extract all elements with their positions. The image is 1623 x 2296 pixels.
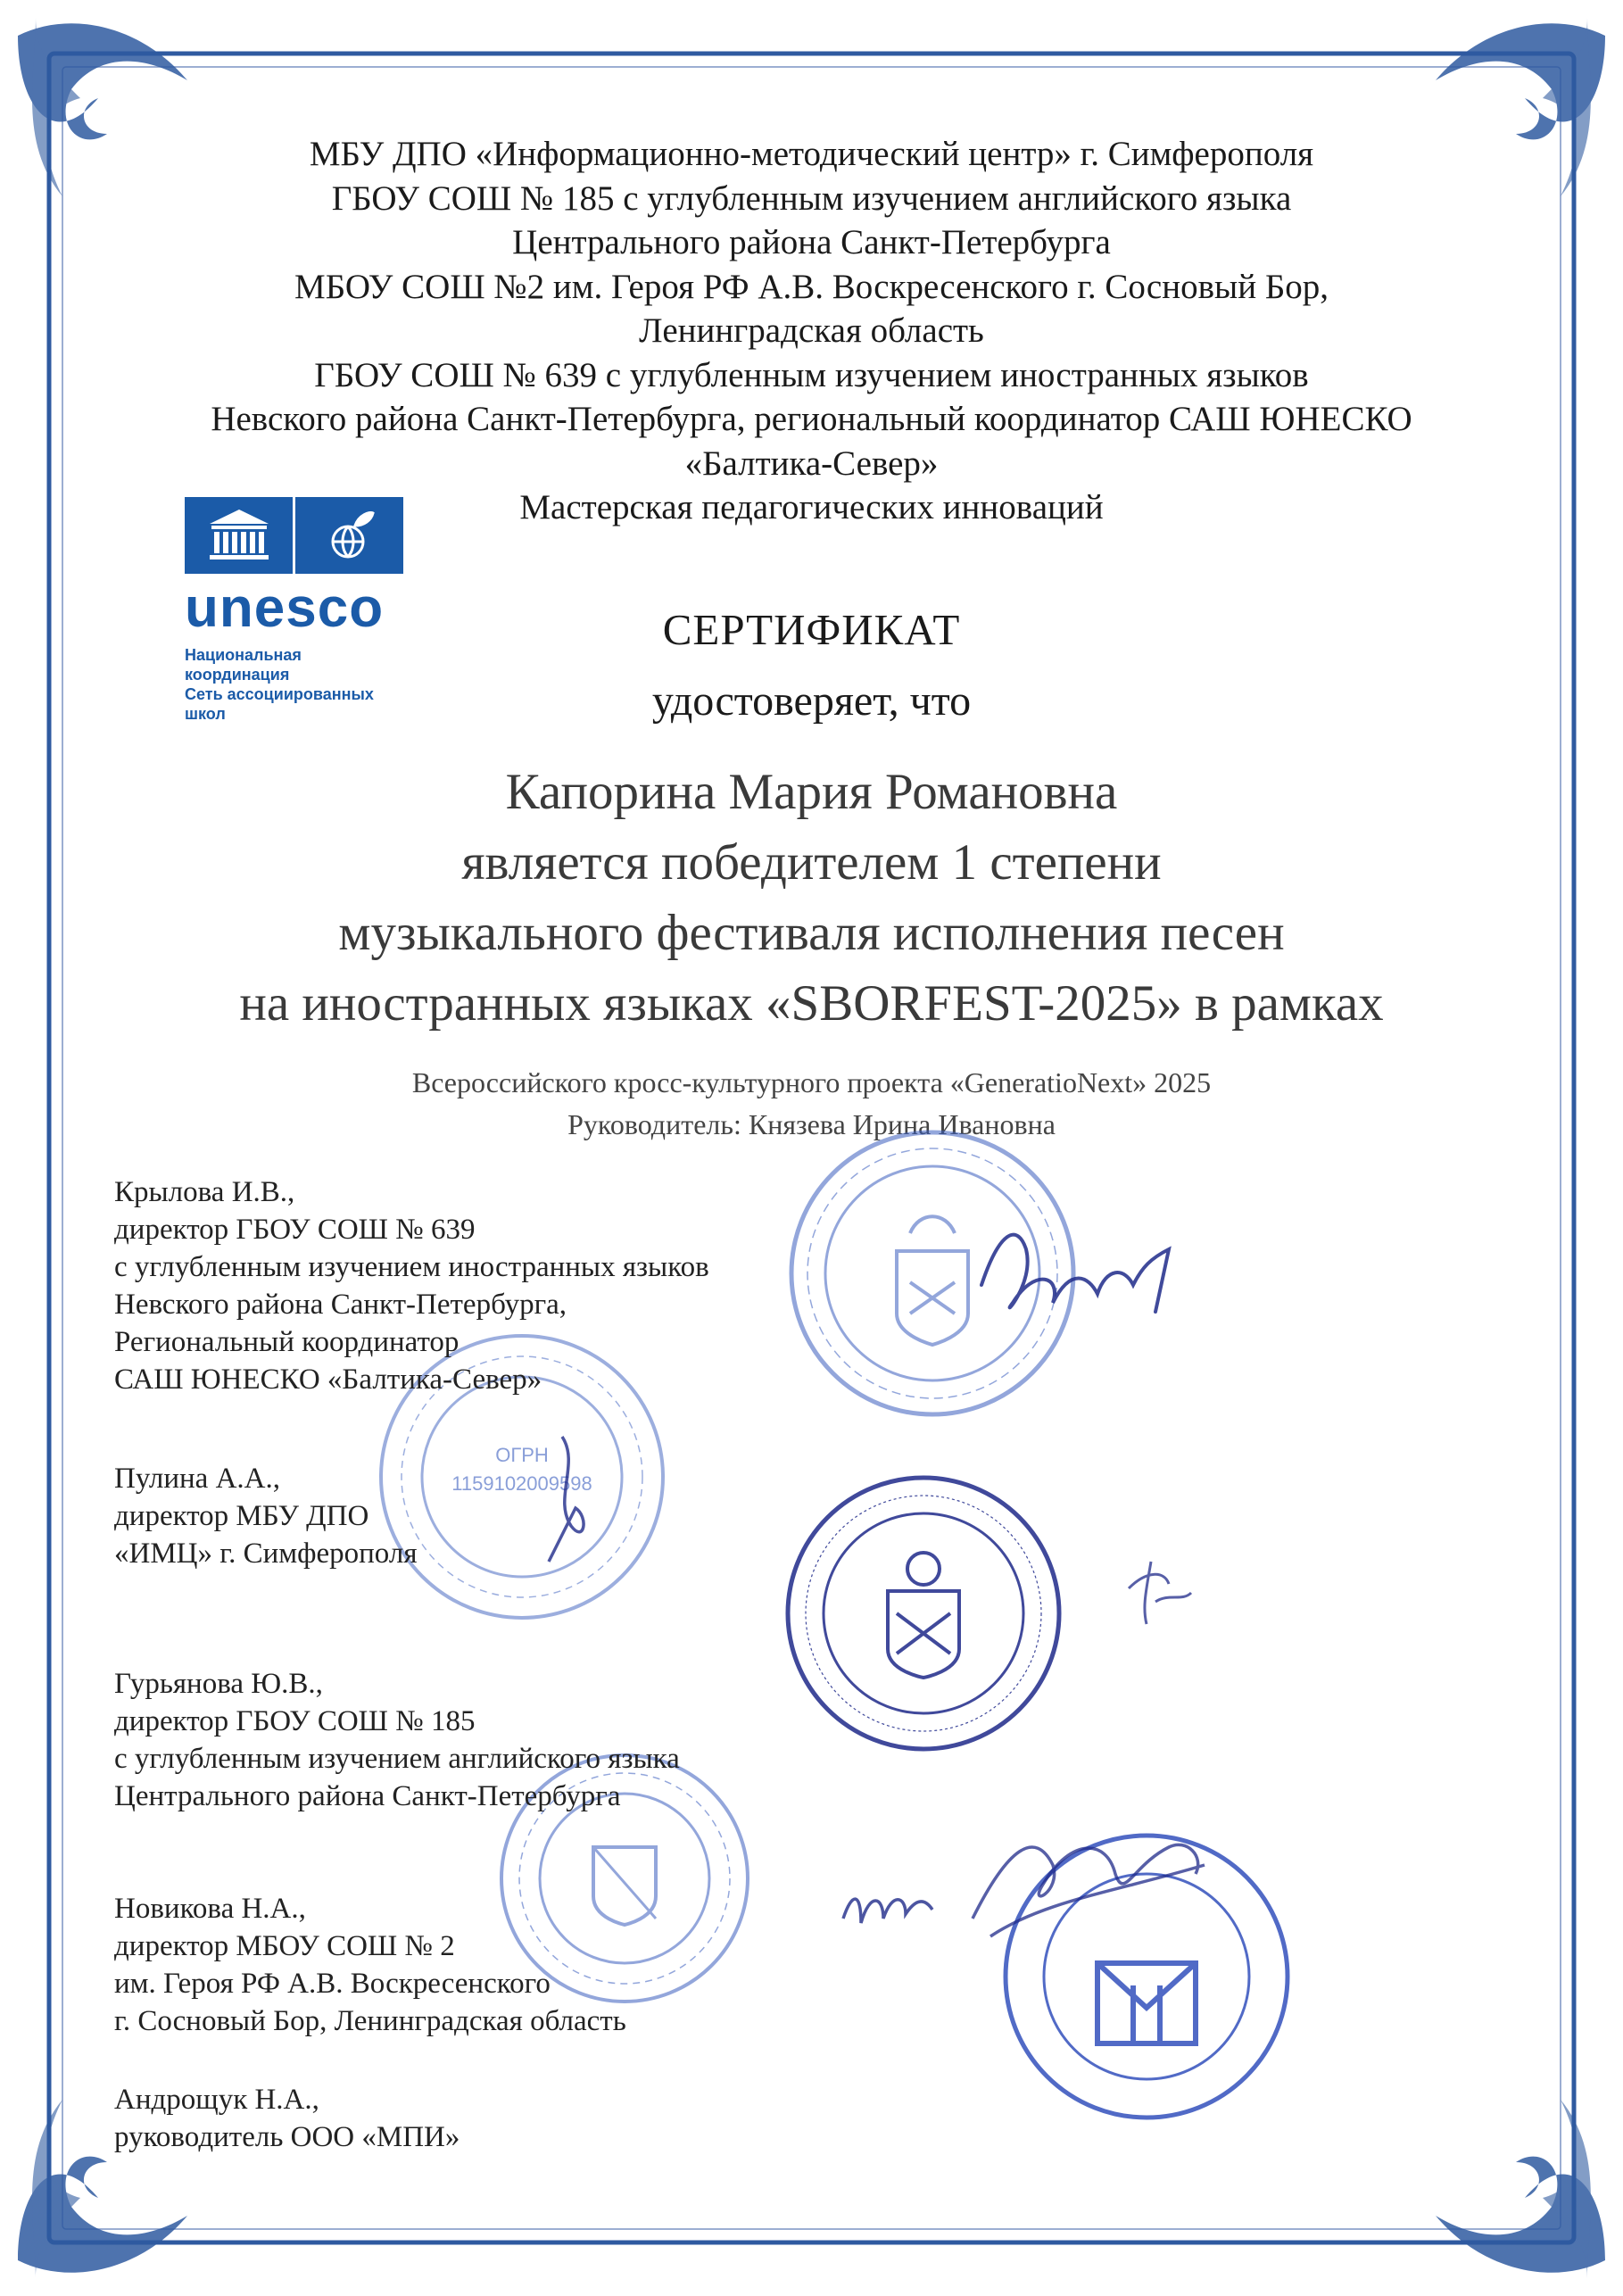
project-line: Всероссийского кросс-культурного проекта «GeneratioNext» 2025 [411, 1066, 1212, 1098]
signature-novikova [834, 1874, 941, 1945]
official-stamp-185 [781, 1471, 1066, 1756]
certificate-subtitle: удостоверяет, что [651, 677, 972, 725]
award-line: музыкального фестиваля исполнения песен [338, 905, 1285, 961]
header-line: Невского района Санкт-Петербурга, региональный координатор САШ ЮНЕСКО [211, 400, 1412, 438]
signature-androshchuk [955, 1811, 1222, 1954]
header-line: МБОУ СОШ №2 им. Героя РФ А.В. Воскресенского г. Сосновый Бор, [294, 267, 1329, 306]
unesco-wordmark: unesco [185, 577, 385, 639]
header-line: ГБОУ СОШ № 185 с углубленным изучением английского языка [331, 178, 1292, 218]
award-line: является победителем 1 степени [461, 834, 1162, 891]
svg-text:1159102009598: 1159102009598 [451, 1472, 592, 1495]
header-line: Ленинградская область [639, 311, 984, 350]
certificate-title: СЕРТИФИКАТ [662, 605, 961, 654]
signature-guryanova [1120, 1553, 1200, 1633]
unesco-emblem [185, 497, 403, 574]
signature-krylova [964, 1214, 1196, 1347]
header-organizations [116, 132, 1507, 530]
temple-icon [185, 497, 293, 574]
header-line: «Балтика-Север» [684, 443, 939, 483]
header-line: МБУ ДПО «Информационно-методический центр» г. Симферополя [309, 135, 1314, 173]
signatory-pulina: Пулина А.А., директор МБУ ДПО «ИМЦ» г. Симферополя [114, 1463, 418, 1570]
signatory-novikova: Новикова Н.А., директор МБОУ СОШ № 2 им. Героя РФ А.В. Воскресенского г. Сосновый Бор, Ленинградская область [114, 1893, 626, 2037]
certificate-main-text [80, 757, 1543, 1039]
header-line: Центрального района Санкт-Петербурга [512, 223, 1111, 261]
svg-text:ОГРН: ОГРН [495, 1444, 549, 1466]
award-line: на иностранных языках «SBORFEST-2025» в рамках [239, 975, 1384, 1032]
signatory-guryanova: Гурьянова Ю.В., директор ГБОУ СОШ № 185 с углубленным изучением английского языка Центрального района Санкт-Петербурга [114, 1668, 680, 1812]
signatory-androshchuk: Андрощук Н.А., руководитель ООО «МПИ» [114, 2084, 460, 2153]
signatory-krylova: Крылова И.В., директор ГБОУ СОШ № 639 с углубленным изучением иностранных языков Невского района Санкт-Петербурга, Региональный координатор САШ ЮНЕСКО «Балтика-Север» [114, 1176, 709, 1396]
globe-leaf-icon [295, 497, 403, 574]
signature-pulina [535, 1428, 607, 1571]
project-leader: Руководитель: Князева Ирина Ивановна [567, 1108, 1056, 1140]
header-line: Мастерская педагогических инноваций [519, 488, 1104, 526]
header-line: ГБОУ СОШ № 639 с углубленным изучением иностранных языков [314, 355, 1309, 394]
recipient-name: Капорина Мария Романовна [505, 764, 1118, 820]
unesco-subtitle: Национальная координация Сеть ассоциированных школ [185, 646, 374, 723]
